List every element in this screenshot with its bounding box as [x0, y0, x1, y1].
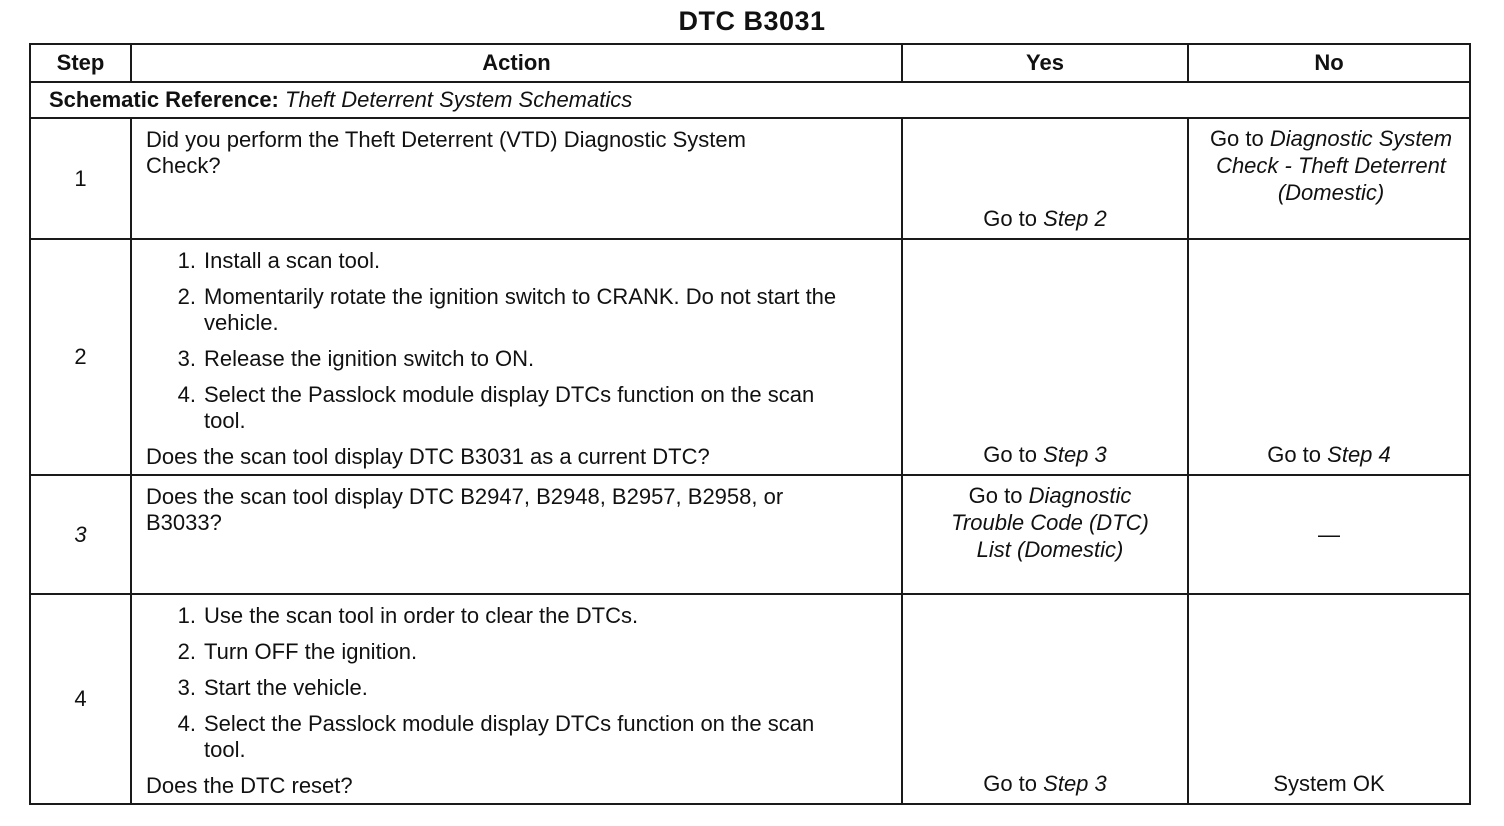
no-cell: — [1188, 475, 1470, 594]
yes-cell [902, 475, 1188, 594]
table-row [30, 118, 1470, 239]
yes-link[interactable]: Step 3 [1043, 771, 1107, 796]
yes-link[interactable]: Step 2 [1043, 206, 1107, 231]
list-item: 4. Select the Passlock module display DTCs function on the scan tool. [177, 711, 815, 762]
page-title: DTC B3031 [678, 6, 826, 36]
table-row [30, 475, 1470, 594]
list-item: 3. Release the ignition switch to ON. [177, 346, 535, 371]
action-cell [131, 594, 902, 804]
list-item: 3. Start the vehicle. [177, 675, 368, 700]
yes-link[interactable]: Diagnostic Trouble Code (DTC) List (Domestic) [951, 483, 1149, 562]
schematic-link[interactable]: Theft Deterrent System Schematics [285, 87, 633, 112]
question-text: Does the scan tool display DTC B3031 as a current DTC? [146, 444, 710, 469]
no-link[interactable]: Step 4 [1327, 442, 1391, 467]
diagnostic-table [29, 43, 1471, 805]
schematic-label: Schematic Reference: [49, 87, 279, 112]
yes-prefix: Go to [983, 206, 1038, 231]
list-item: 1. Install a scan tool. [177, 248, 381, 273]
yes-cell [902, 239, 1188, 475]
header-action: Action [131, 44, 902, 82]
question-text: Does the scan tool display DTC B2947, B2948, B2957, B2958, or B3033? [146, 484, 784, 535]
no-prefix: Go to [1209, 126, 1264, 151]
header-row [30, 44, 1470, 82]
schematic-row [30, 82, 1470, 118]
yes-prefix: Go to [983, 442, 1038, 467]
list-item: 2. Momentarily rotate the ignition switch to CRANK. Do not start the vehicle. [177, 284, 837, 335]
header-yes: Yes [902, 44, 1188, 82]
step-number: 1 [30, 118, 131, 239]
table-row [30, 239, 1470, 475]
instruction-list [146, 248, 889, 434]
yes-cell [902, 594, 1188, 804]
list-item: 2. Turn OFF the ignition. [177, 639, 418, 664]
action-cell [131, 118, 902, 239]
header-no: No [1188, 44, 1470, 82]
schematic-reference [30, 82, 1470, 118]
action-cell [131, 475, 902, 594]
step-number: 4 [30, 594, 131, 804]
no-link[interactable]: Diagnostic System Check - Theft Deterrent (Domestic) [1216, 126, 1453, 205]
header-step: Step [30, 44, 131, 82]
question-text: Did you perform the Theft Deterrent (VTD) Diagnostic System Check? [146, 127, 746, 178]
no-text: System OK [1273, 771, 1385, 796]
action-cell [131, 239, 902, 475]
step-number: 3 [30, 475, 131, 594]
instruction-list [146, 603, 889, 763]
question-text: Does the DTC reset? [146, 773, 353, 798]
no-cell [1188, 594, 1470, 804]
no-cell [1188, 239, 1470, 475]
yes-prefix: Go to [968, 483, 1023, 508]
no-cell [1188, 118, 1470, 239]
table-row [30, 594, 1470, 804]
no-prefix: Go to [1267, 442, 1322, 467]
list-item: 1. Use the scan tool in order to clear the DTCs. [177, 603, 639, 628]
list-item: 4. Select the Passlock module display DTCs function on the scan tool. [177, 382, 815, 433]
yes-link[interactable]: Step 3 [1043, 442, 1107, 467]
step-number: 2 [30, 239, 131, 475]
yes-prefix: Go to [983, 771, 1038, 796]
yes-cell [902, 118, 1188, 239]
